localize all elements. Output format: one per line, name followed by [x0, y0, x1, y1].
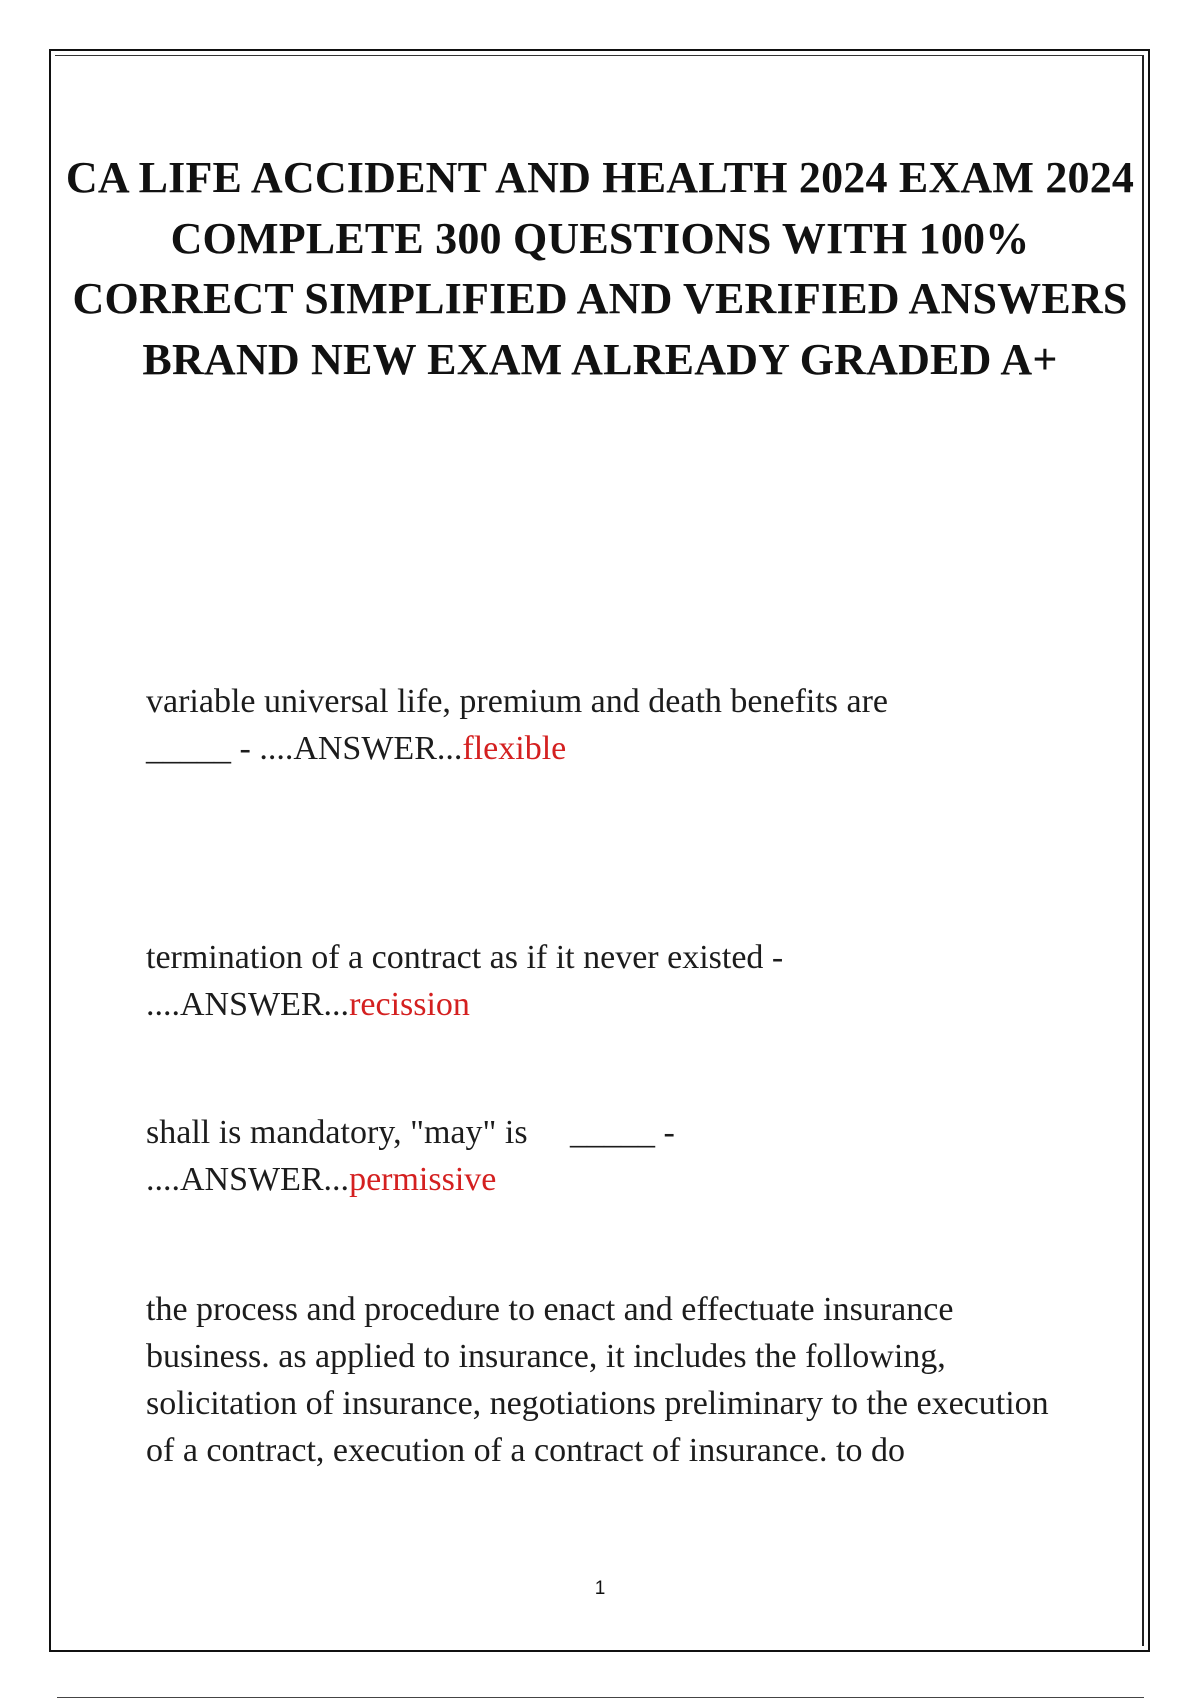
answer-text: permissive	[349, 1161, 497, 1198]
answer-marker: ....ANSWER...	[146, 986, 350, 1023]
question-text: termination of a contract as if it never existed -	[146, 939, 784, 976]
question-text: shall is mandatory, "may" is _____ -	[146, 1114, 675, 1151]
question-text: the process and procedure to enact and effectuate insurance business. as applied to insurance, it includes the following, solicitation of insurance, negotiations preliminary to the execution of a contract, execution of a contract of insurance. to do	[146, 1291, 1049, 1469]
answer-text: flexible	[462, 730, 567, 767]
answer-text: recission	[349, 986, 470, 1023]
qa-item	[146, 1109, 976, 1203]
document-title: CA LIFE ACCIDENT AND HEALTH 2024 EXAM 2024 COMPLETE 300 QUESTIONS WITH 100% CORRECT SIMPLIFIED AND VERIFIED ANSWERS BRAND NEW EXAM ALREADY GRADED A+	[65, 153, 1135, 384]
qa-item	[146, 678, 976, 772]
qa-item	[146, 1286, 1066, 1474]
answer-marker: ....ANSWER...	[146, 1161, 350, 1198]
question-text: variable universal life, premium and death benefits are _____ -	[146, 683, 889, 767]
answer-marker: ....ANSWER...	[259, 730, 463, 767]
qa-item	[146, 934, 976, 1028]
bottom-divider	[57, 1697, 1144, 1698]
page-number: 1	[594, 1578, 606, 1599]
